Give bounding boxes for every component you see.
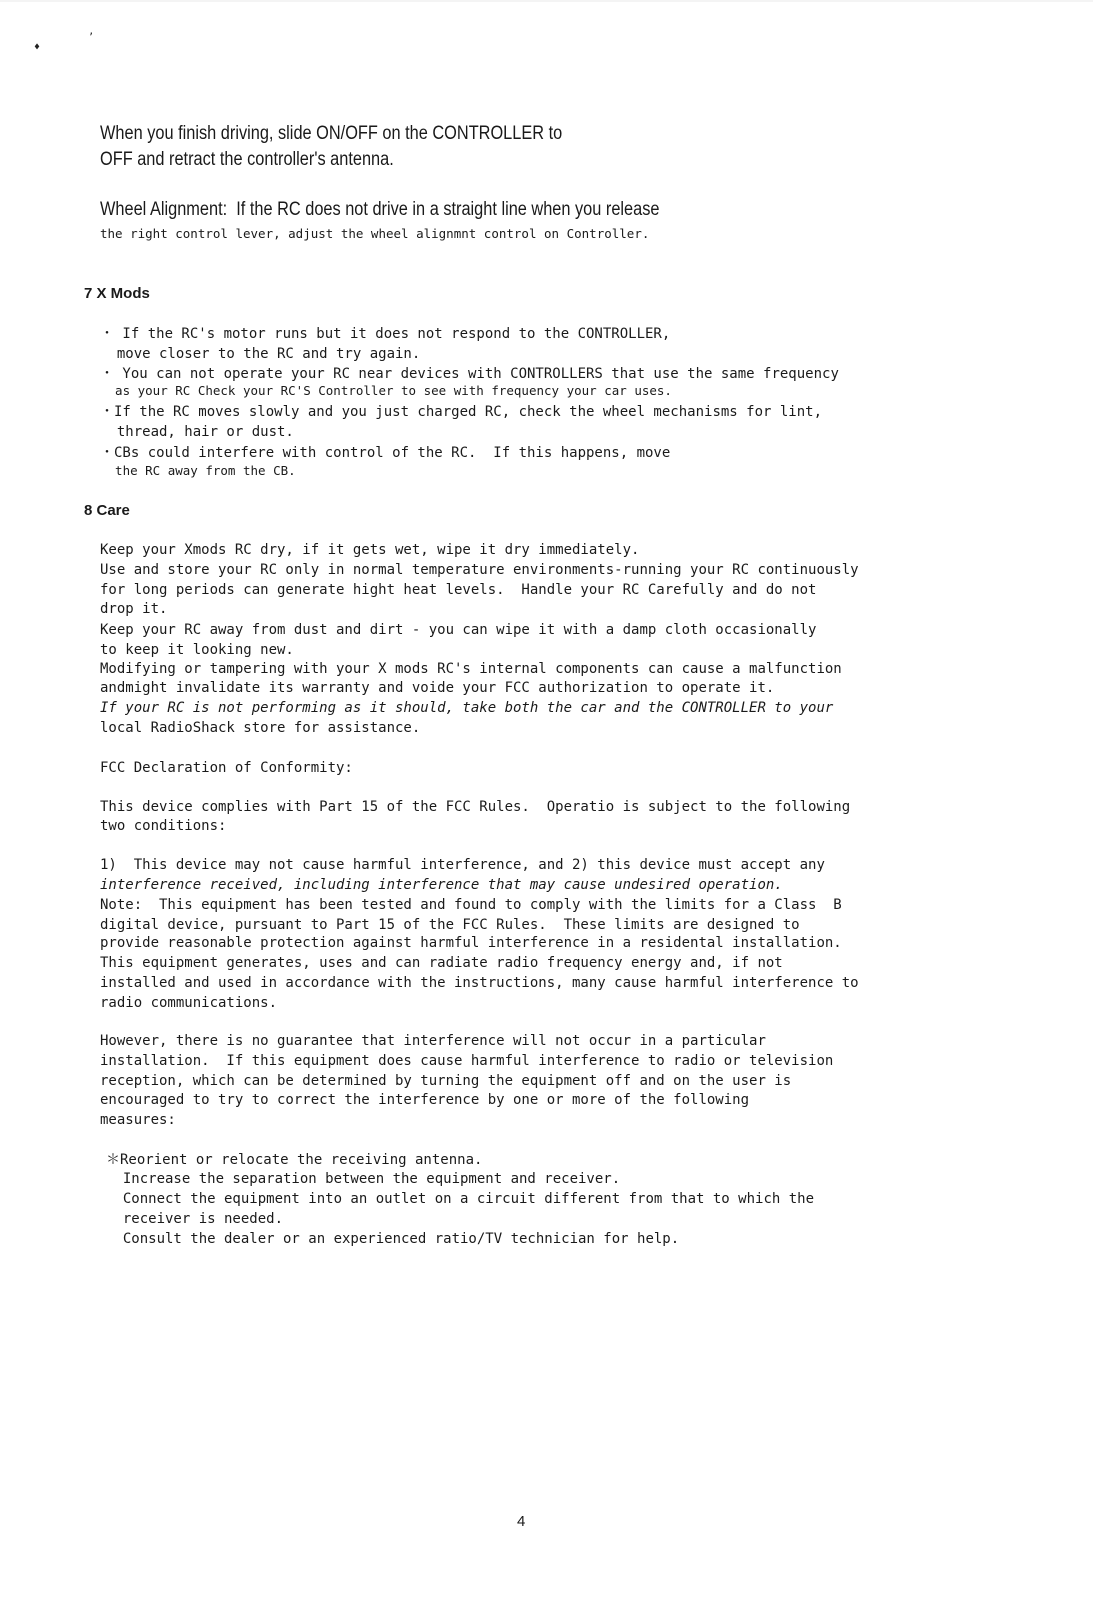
care-line: Modifying or tampering with your X mods RC's internal components can cause a malfunction (100, 661, 842, 677)
care-line: to keep it looking new. (100, 642, 294, 658)
wheel-alignment-line-1: Wheel Alignment: If the RC does not drive in a straight line when you release (100, 199, 660, 220)
fcc-measure-line: ＊Reorient or relocate the receiving antenna. (106, 1152, 483, 1168)
fcc-note-line: provide reasonable protection against harmful interference in a residental installation. (100, 935, 842, 951)
care-line: Use and store your RC only in normal temperature environments-running your RC continuously (100, 562, 859, 578)
fcc-however-line: encouraged to try to correct the interference by one or more of the following (100, 1092, 750, 1108)
care-line: Keep your RC away from dust and dirt - you can wipe it with a damp cloth occasionally (100, 622, 817, 638)
fcc-measure-line: Consult the dealer or an experienced ratio/TV technician for help. (106, 1231, 680, 1247)
mods-bullet-1-line-1: ・ If the RC's motor runs but it does not respond to the CONTROLLER, (100, 326, 671, 342)
scan-speck: ’ (88, 32, 95, 43)
fcc-however-line: However, there is no guarantee that interference will not occur in a particular (100, 1033, 766, 1049)
mods-bullet-4-line-1: ・CBs could interfere with control of the RC. If this happens, move (100, 445, 671, 461)
section-heading-care: 8 Care (84, 502, 130, 519)
wheel-alignment-line-2: the right control lever, adjust the wheel alignmnt control on Controller. (100, 226, 650, 241)
mods-bullet-2-line-2: as your RC Check your RC'S Controller to see with frequency your car uses. (100, 383, 672, 398)
scan-top-edge (0, 0, 1093, 2)
fcc-declaration-title: FCC Declaration of Conformity: (100, 760, 353, 776)
fcc-note-line: digital device, pursuant to Part 15 of the FCC Rules. These limits are designed to (100, 917, 800, 933)
fcc-note-line: installed and used in accordance with the instructions, many cause harmful interference to (100, 975, 859, 991)
fcc-measure-line: Connect the equipment into an outlet on a circuit different from that to which the (106, 1191, 815, 1207)
care-line: andmight invalidate its warranty and voide your FCC authorization to operate it. (100, 680, 775, 696)
scan-speck: ♦ (34, 42, 41, 53)
fcc-however-line: installation. If this equipment does cause harmful interference to radio or television (100, 1053, 834, 1069)
finish-instruction-line-1: When you finish driving, slide ON/OFF on the CONTROLLER to (100, 123, 563, 144)
fcc-measure-line: Increase the separation between the equipment and receiver. (106, 1171, 621, 1187)
fcc-complies-line-2: two conditions: (100, 818, 227, 834)
fcc-conditions-line-1: 1) This device may not cause harmful interference, and 2) this device must accept any (100, 857, 825, 873)
fcc-note-line: This equipment generates, uses and can radiate radio frequency energy and, if not (100, 955, 783, 971)
fcc-note-line: radio communications. (100, 995, 278, 1011)
finish-instruction-line-2: OFF and retract the controller's antenna. (100, 149, 394, 170)
fcc-conditions-line-2: interference received, including interference that may cause undesired operation. (100, 877, 783, 893)
page-number: 4 (517, 1513, 526, 1530)
mods-bullet-1-line-2: move closer to the RC and try again. (100, 346, 421, 362)
mods-bullet-2-line-1: ・ You can not operate your RC near devices with CONTROLLERS that use the same frequency (100, 366, 839, 382)
mods-bullet-3-line-1: ・If the RC moves slowly and you just charged RC, check the wheel mechanisms for lint, (100, 404, 823, 420)
care-line: drop it. (100, 601, 168, 617)
care-line: Keep your Xmods RC dry, if it gets wet, wipe it dry immediately. (100, 542, 640, 558)
fcc-however-line: measures: (100, 1112, 176, 1128)
fcc-measure-line: receiver is needed. (106, 1211, 284, 1227)
fcc-note-line: Note: This equipment has been tested and found to comply with the limits for a Class B (100, 897, 842, 913)
fcc-complies-line-1: This device complies with Part 15 of the FCC Rules. Operatio is subject to the following (100, 799, 851, 815)
fcc-however-line: reception, which can be determined by turning the equipment off and on the user is (100, 1073, 792, 1089)
section-heading-mods: 7 X Mods (84, 285, 150, 302)
mods-bullet-3-line-2: thread, hair or dust. (100, 424, 294, 440)
care-line: If your RC is not performing as it should, take both the car and the CONTROLLER to your (100, 700, 834, 716)
care-line: local RadioShack store for assistance. (100, 720, 421, 736)
care-line: for long periods can generate hight heat levels. Handle your RC Carefully and do not (100, 582, 817, 598)
mods-bullet-4-line-2: the RC away from the CB. (100, 463, 296, 478)
